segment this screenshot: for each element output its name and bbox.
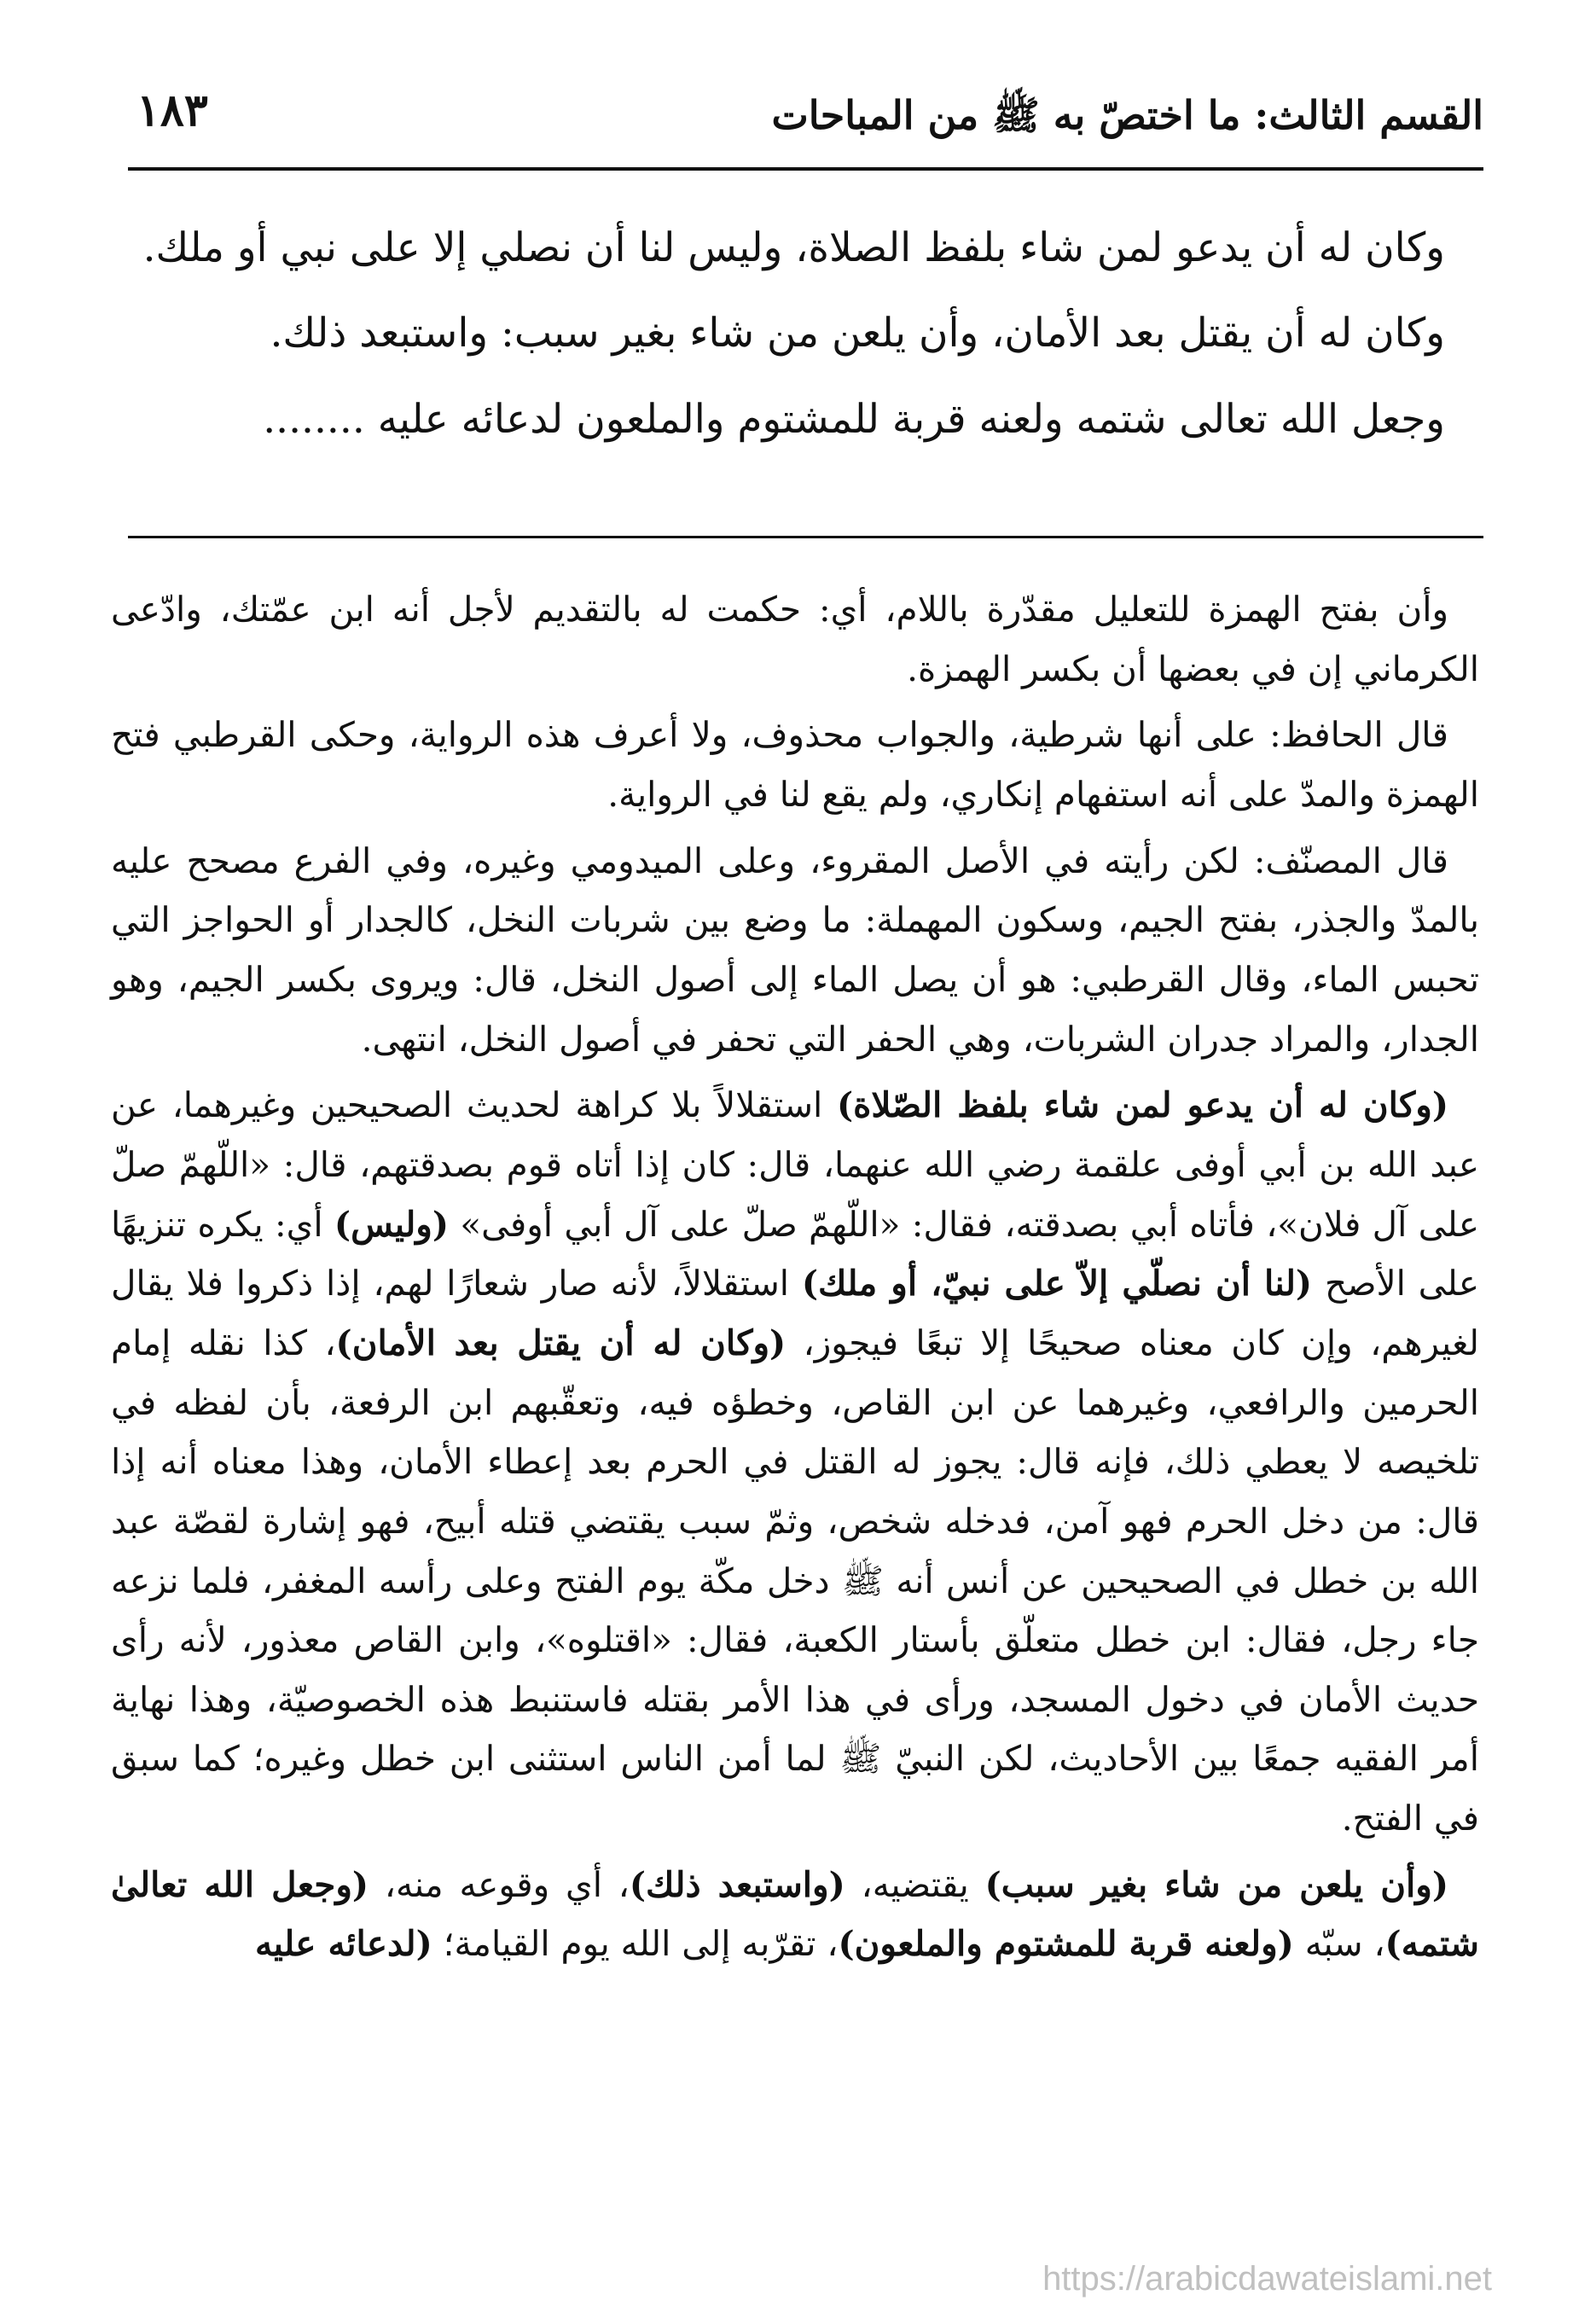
commentary-span: استقلالاً بلا كراهة لحديث الصحيحين وغيرهما، عن عبد الله بن أبي أوفى علقمة رضي الله عنهما، قال: كان إذا أتاه قوم بصدقتهم، قال: «اللّهمّ صلّ على آل فلان»، فأتاه أبي بصدقته، فقال: «اللّهمّ صلّ على آل أبي أوفى» xyxy=(111,1084,1479,1245)
commentary-span: يقتضيه، xyxy=(845,1863,985,1905)
quoted-matn: (ولعنه قربة للمشتوم والملعون) xyxy=(838,1923,1294,1965)
running-head: القسم الثالث: ما اختصّ به ﷺ من المباحات xyxy=(771,92,1483,138)
commentary-paragraph-1: وأن بفتح الهمزة للتعليل مقدّرة باللام، أي: حكمت له بالتقديم لأجل أنه ابن عمّتك، وادّعى الكرماني إن في بعضها أن بكسر الهمزة. xyxy=(111,589,1479,689)
quoted-matn: (وكان له أن يدعو لمن شاء بلفظ الصّلاة) xyxy=(836,1084,1448,1126)
quoted-matn: (وأن يلعن من شاء بغير سبب) xyxy=(984,1863,1448,1905)
commentary-span: ، سبّه xyxy=(1293,1923,1385,1965)
quoted-matn: (واستبعد ذلك) xyxy=(629,1863,845,1905)
quoted-matn: (وجعل الله تعالىٰ شتمه) xyxy=(111,1863,1479,1965)
commentary-text xyxy=(111,580,1479,1981)
commentary-span: أي: يكره تنزيهًا على الأصح xyxy=(111,1203,1479,1304)
main-text xyxy=(128,213,1479,470)
header-rule xyxy=(128,167,1483,171)
site-watermark: https://arabicdawateislami.net xyxy=(1042,2260,1492,2298)
commentary-divider xyxy=(128,536,1483,538)
quoted-matn: (لدعائه عليه xyxy=(254,1923,432,1965)
matn-paragraph-1: وكان له أن يدعو لمن شاء بلفظ الصلاة، وليس لنا أن نصلي إلا على نبي أو ملك. xyxy=(142,224,1445,271)
commentary-paragraph-4 xyxy=(111,1076,1479,1849)
matn-paragraph-3: وجعل الله تعالى شتمه ولعنه قربة للمشتوم والملعون لدعائه عليه ........ xyxy=(263,395,1445,443)
commentary-paragraph-2: قال الحافظ: على أنها شرطية، والجواب محذوف، ولا أعرف هذه الرواية، وحكى القرطبي فتح الهمزة والمدّ على أنه استفهام إنكاري، ولم يقع لنا في الرواية. xyxy=(111,714,1479,815)
commentary-paragraph-3: قال المصنّف: لكن رأيته في الأصل المقروء، وعلى الميدومي وغيره، وفي الفرع مصحح عليه بالمدّ والجذر، بفتح الجيم، وسكون المهملة: ما وضع بين شربات النخل، كالجدار أو الحواجز التي تحبس الماء، وقال القرطبي: هو أن يصل الماء إلى أصول النخل، قال: ويروى بكسر الجيم، وهو الجدار، والمراد جدران الشربات، وهي الحفر التي تحفر في أصول النخل، انتهى. xyxy=(111,840,1479,1060)
page-header xyxy=(128,81,1483,158)
commentary-span: ، كذا نقله إمام الحرمين والرافعي، وغيرهما عن ابن القاص، وخطؤه فيه، وتعقّبهم ابن الرفعة، بأن لفظه في تلخيصه لا يعطي ذلك، فإنه قال: يجوز له القتل في الحرم بعد إعطاء الأمان، وهذا معناه أنه إذا قال: من دخل الحرم فهو آمن، فدخله شخص، وثمّ سبب يقتضي قتله أبيح، فهو إشارة لقصّة عبد الله بن خطل في الصحيحين عن أنس أنه ﷺ دخل مكّة يوم الفتح وعلى رأسه المغفر، فلما نزعه جاء رجل، فقال: ابن خطل متعلّق بأستار الكعبة، فقال: «اقتلوه»، وابن القاص معذور، لأنه رأى حديث الأمان في دخول المسجد، ورأى في هذا الأمر بقتله فاستنبط هذه الخصوصيّة، وهذا نهاية أمر الفقيه جمعًا بين الأحاديث، لكن النبيّ ﷺ لما أمن الناس استثنى ابن خطل وغيره؛ كما سبق في الفتح. xyxy=(111,1322,1479,1839)
matn-paragraph-2: وكان له أن يقتل بعد الأمان، وأن يلعن من شاء بغير سبب: واستبعد ذلك. xyxy=(270,310,1445,357)
commentary-span: ، تقرّبه إلى الله يوم القيامة؛ xyxy=(432,1923,839,1965)
page-number: ١٨٣ xyxy=(136,84,208,137)
quoted-matn: (وكان له أن يقتل بعد الأمان) xyxy=(335,1322,786,1363)
quoted-matn: (لنا أن نصلّي إلاّ على نبيّ، أو ملك) xyxy=(801,1263,1313,1304)
commentary-paragraph-5 xyxy=(111,1856,1479,1974)
commentary-span: ، أي وقوعه منه، xyxy=(369,1863,630,1905)
commentary-span: استقلالاً، لأنه صار شعارًا لهم، إذا ذكروا فلا يقال لغيرهم، وإن كان معناه صحيحًا إلا تبعًا فيجوز، xyxy=(111,1263,1480,1363)
quoted-matn: (وليس) xyxy=(334,1203,449,1245)
